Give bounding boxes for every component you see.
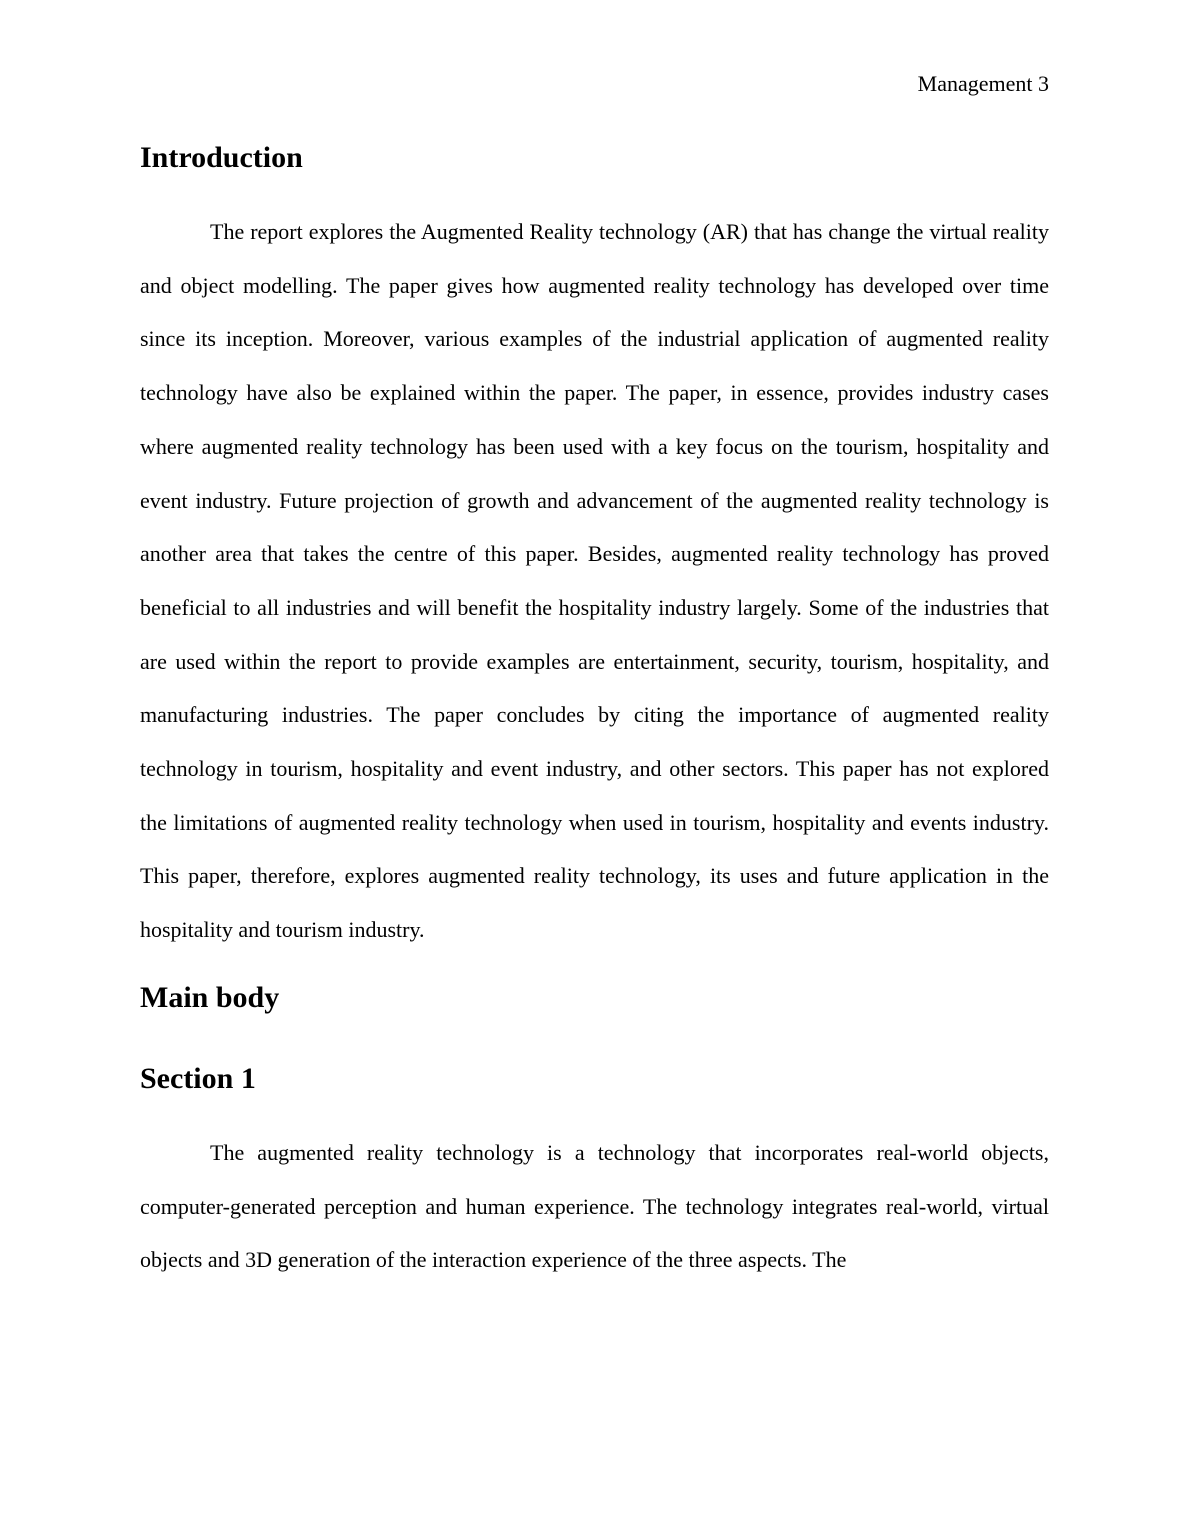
introduction-paragraph: The report explores the Augmented Reality technology (AR) that has change the virtual reality and object modelling. The paper gives how augmented reality technology has developed over time since its inception. Moreover, various examples of the industrial application of augmented reality technology have also be explained within the paper. The paper, in essence, provides industry cases where augmented reality technology has been used with a key focus on the tourism, hospitality and event industry. Future projection of growth and advancement of the augmented reality technology is another area that takes the centre of this paper. Besides, augmented reality technology has proved beneficial to all industries and will benefit the hospitality industry largely. Some of the industries that are used within the report to provide examples are entertainment, security, tourism, hospitality, and manufacturing industries. The paper concludes by citing the importance of augmented reality technology in tourism, hospitality and event industry, and other sectors. This paper has not explored the limitations of augmented reality technology when used in tourism, hospitality and events industry. This paper, therefore, explores augmented reality technology, its uses and future application in the hospitality and tourism industry.	[140, 219, 1049, 943]
page-content	[140, 138, 1049, 1287]
section-1-paragraph: The augmented reality technology is a technology that incorporates real-world objects, computer-generated perception and human experience. The technology integrates real-world, virtual objects and 3D generation of the interaction experience of the three aspects. The	[140, 1139, 1049, 1273]
running-head: Management 3	[917, 71, 1049, 96]
section-1-heading: Section 1	[140, 1061, 256, 1095]
main-body-heading: Main body	[140, 980, 280, 1014]
introduction-heading: Introduction	[140, 141, 303, 174]
